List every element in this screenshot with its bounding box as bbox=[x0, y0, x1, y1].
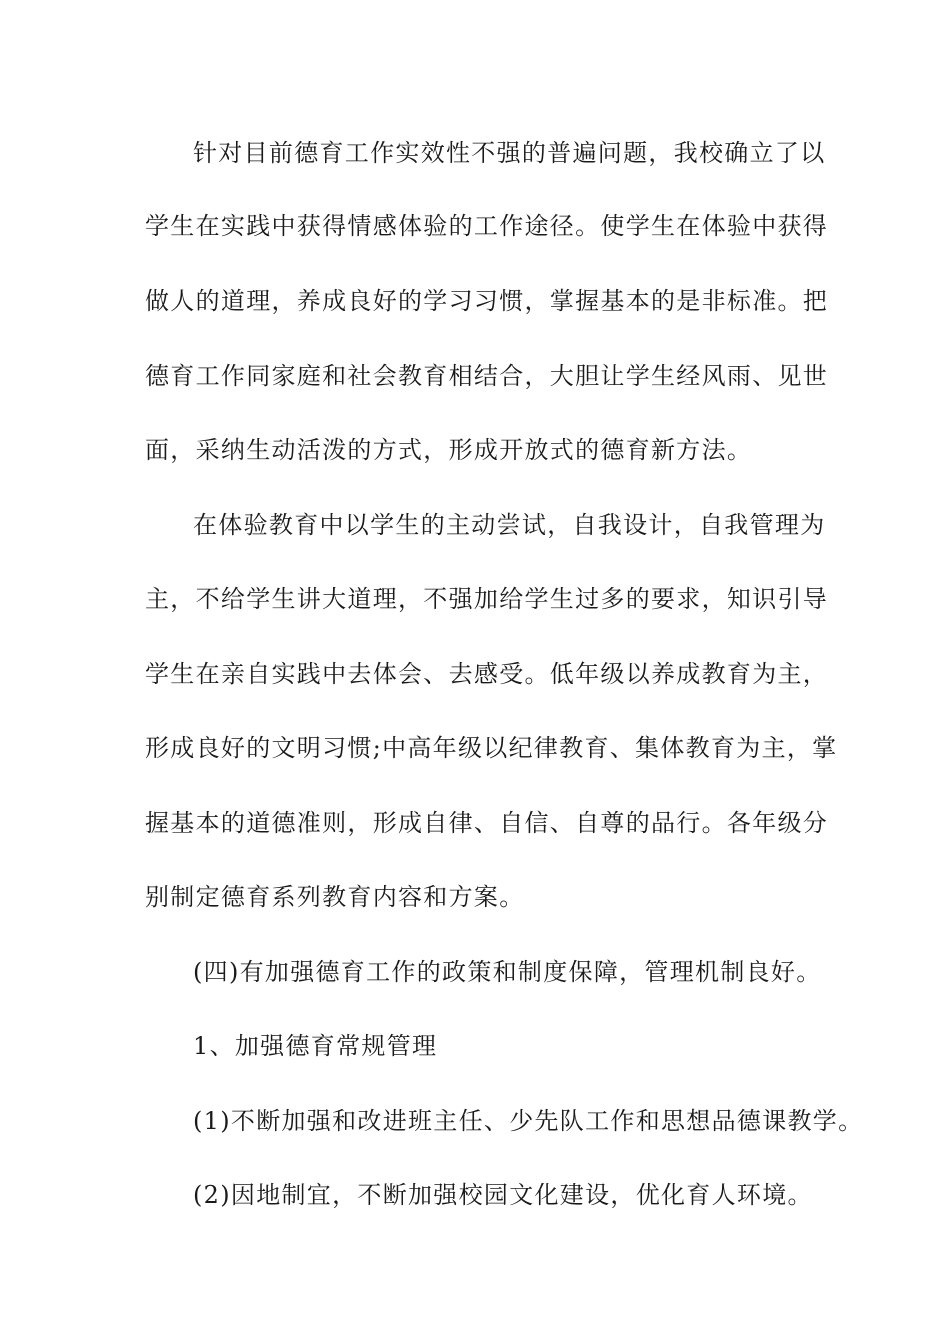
section-heading: (四)有加强德育工作的政策和制度保障，管理机制良好。 bbox=[193, 958, 822, 986]
paragraph-1-line-1: 针对目前德育工作实效性不强的普遍问题，我校确立了以 bbox=[193, 139, 826, 167]
list-item-1: (1)不断加强和改进班主任、少先队工作和思想品德课教学。 bbox=[193, 1107, 864, 1135]
paragraph-1-line-3: 做人的道理，养成良好的学习习惯，掌握基本的是非标准。把 bbox=[145, 287, 829, 315]
paragraph-1-line-4: 德育工作同家庭和社会教育相结合，大胆让学生经风雨、见世 bbox=[145, 362, 829, 390]
list-item-2: (2)因地制宜，不断加强校园文化建设，优化育人环境。 bbox=[193, 1181, 813, 1209]
paragraph-1-line-2: 学生在实践中获得情感体验的工作途径。使学生在体验中获得 bbox=[145, 212, 829, 240]
paragraph-2-line-1: 在体验教育中以学生的主动尝试，自我设计，自我管理为 bbox=[193, 511, 826, 539]
subsection-heading: 1、加强德育常规管理 bbox=[193, 1032, 438, 1060]
paragraph-1-line-5: 面，采纳生动活泼的方式，形成开放式的德育新方法。 bbox=[145, 436, 753, 464]
paragraph-2-line-5: 握基本的道德准则，形成自律、自信、自尊的品行。各年级分 bbox=[145, 809, 829, 837]
paragraph-2-line-4: 形成良好的文明习惯;中高年级以纪律教育、集体教育为主，掌 bbox=[145, 734, 838, 762]
paragraph-2-line-3: 学生在亲自实践中去体会、去感受。低年级以养成教育为主， bbox=[145, 660, 829, 688]
paragraph-2-line-2: 主，不给学生讲大道理，不强加给学生过多的要求，知识引导 bbox=[145, 585, 829, 613]
paragraph-2-line-6: 别制定德育系列教育内容和方案。 bbox=[145, 883, 525, 911]
